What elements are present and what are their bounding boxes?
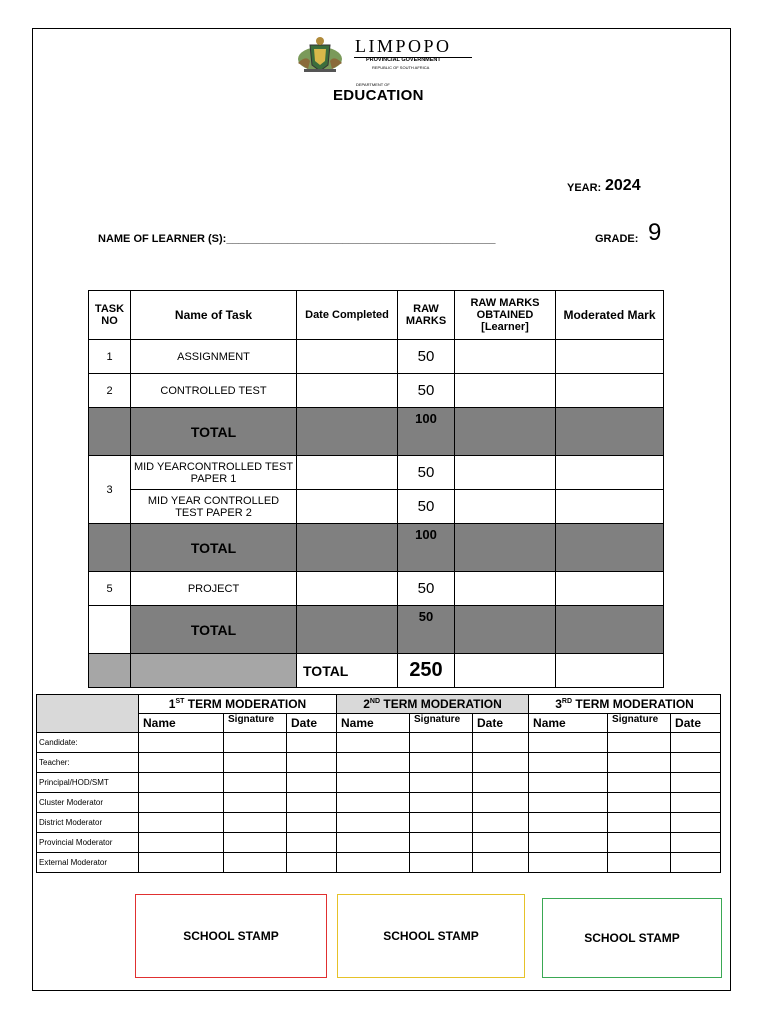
name-cell[interactable] <box>337 793 410 813</box>
subheader-date: Date <box>671 714 721 733</box>
grade-label: GRADE: <box>595 233 639 245</box>
grand-total-moderated-cell[interactable] <box>556 654 664 688</box>
total-label: TOTAL <box>131 606 297 654</box>
moderated-mark-cell[interactable] <box>556 456 664 490</box>
date-cell[interactable] <box>671 833 721 853</box>
moderation-row-label: Provincial Moderator <box>37 833 139 853</box>
date-cell[interactable] <box>287 853 337 873</box>
total-obtained-cell[interactable] <box>455 524 556 572</box>
subheader-name: Name <box>529 714 608 733</box>
task-name: ASSIGNMENT <box>131 340 297 374</box>
total-date-cell <box>297 524 398 572</box>
signature-cell[interactable] <box>224 753 287 773</box>
moderated-mark-cell[interactable] <box>556 490 664 524</box>
signature-cell[interactable] <box>410 733 473 753</box>
total-moderated-cell[interactable] <box>556 606 664 654</box>
raw-marks: 50 <box>398 340 455 374</box>
moderation-row-label: Cluster Moderator <box>37 793 139 813</box>
total-moderated-cell[interactable] <box>556 408 664 456</box>
name-cell[interactable] <box>529 833 608 853</box>
total-date-cell <box>297 408 398 456</box>
signature-cell[interactable] <box>224 813 287 833</box>
moderation-body <box>37 733 721 873</box>
signature-cell[interactable] <box>608 793 671 813</box>
name-cell[interactable] <box>337 773 410 793</box>
date-cell[interactable] <box>671 853 721 873</box>
date-cell[interactable] <box>473 793 529 813</box>
name-cell[interactable] <box>139 853 224 873</box>
signature-cell[interactable] <box>410 753 473 773</box>
header-raw-marks: RAW MARKS <box>398 291 455 340</box>
year-value: 2024 <box>605 177 641 194</box>
table-row <box>89 572 664 606</box>
table-row <box>89 456 664 490</box>
moderation-subheader-row <box>37 714 721 733</box>
raw-marks: 50 <box>398 456 455 490</box>
total-date-cell <box>297 606 398 654</box>
date-cell[interactable] <box>671 773 721 793</box>
name-cell[interactable] <box>529 773 608 793</box>
name-cell[interactable] <box>529 793 608 813</box>
name-cell[interactable] <box>337 833 410 853</box>
date-cell[interactable] <box>671 813 721 833</box>
signature-cell[interactable] <box>410 833 473 853</box>
subheader-signature: Signature <box>410 714 473 733</box>
logo-education: EDUCATION <box>333 87 424 104</box>
coat-of-arms-icon <box>292 35 348 75</box>
moderation-row-label: District Moderator <box>37 813 139 833</box>
task-no: 1 <box>89 340 131 374</box>
date-cell[interactable] <box>473 853 529 873</box>
logo-name: LIMPOPO <box>355 36 452 56</box>
total-raw-marks: 50 <box>398 606 455 654</box>
name-cell[interactable] <box>529 853 608 873</box>
date-cell[interactable] <box>287 773 337 793</box>
subheader-name: Name <box>139 714 224 733</box>
date-completed-cell[interactable] <box>297 456 398 490</box>
date-completed-cell[interactable] <box>297 340 398 374</box>
table-row <box>89 490 664 524</box>
marks-obtained-cell[interactable] <box>455 572 556 606</box>
moderation-row-label: External Moderator <box>37 853 139 873</box>
name-cell[interactable] <box>139 793 224 813</box>
marks-obtained-cell[interactable] <box>455 340 556 374</box>
marks-obtained-cell[interactable] <box>455 456 556 490</box>
subheader-date: Date <box>287 714 337 733</box>
raw-marks: 50 <box>398 374 455 408</box>
grand-total-blank-cell <box>131 654 297 688</box>
moderation-row <box>37 793 721 813</box>
header-task-no: TASK NO <box>89 291 131 340</box>
total-obtained-cell[interactable] <box>455 408 556 456</box>
name-cell[interactable] <box>337 753 410 773</box>
raw-marks: 50 <box>398 490 455 524</box>
subheader-signature: Signature <box>608 714 671 733</box>
moderation-row <box>37 833 721 853</box>
signature-cell[interactable] <box>224 733 287 753</box>
moderation-row-label: Principal/HOD/SMT <box>37 773 139 793</box>
date-cell[interactable] <box>287 733 337 753</box>
name-cell[interactable] <box>529 733 608 753</box>
date-completed-cell[interactable] <box>297 374 398 408</box>
signature-cell[interactable] <box>410 853 473 873</box>
total-blank-cell <box>89 524 131 572</box>
table-row <box>89 374 664 408</box>
date-cell[interactable] <box>473 833 529 853</box>
header-moderated-mark: Moderated Mark <box>556 291 664 340</box>
name-cell[interactable] <box>139 753 224 773</box>
total-raw-marks: 100 <box>398 524 455 572</box>
date-cell[interactable] <box>473 733 529 753</box>
signature-cell[interactable] <box>608 813 671 833</box>
total-row <box>89 408 664 456</box>
moderation-row <box>37 813 721 833</box>
moderation-row-label: Candidate: <box>37 733 139 753</box>
moderation-corner-cell <box>37 695 139 733</box>
name-cell[interactable] <box>139 813 224 833</box>
date-cell[interactable] <box>671 733 721 753</box>
total-blank-cell <box>89 606 131 654</box>
signature-cell[interactable] <box>608 773 671 793</box>
date-cell[interactable] <box>287 813 337 833</box>
signature-cell[interactable] <box>608 753 671 773</box>
moderated-mark-cell[interactable] <box>556 572 664 606</box>
logo-provincial: PROVINCIAL GOVERNMENT <box>366 57 441 63</box>
task-name: PROJECT <box>131 572 297 606</box>
signature-cell[interactable] <box>224 793 287 813</box>
school-stamp-box: SCHOOL STAMP <box>135 894 327 978</box>
date-cell[interactable] <box>287 793 337 813</box>
date-cell[interactable] <box>287 753 337 773</box>
name-cell[interactable] <box>139 733 224 753</box>
total-row <box>89 524 664 572</box>
signature-cell[interactable] <box>224 833 287 853</box>
signature-cell[interactable] <box>410 813 473 833</box>
total-obtained-cell[interactable] <box>455 606 556 654</box>
task-no: 5 <box>89 572 131 606</box>
date-cell[interactable] <box>287 833 337 853</box>
year-label: YEAR: <box>567 182 602 194</box>
tasks-header-row <box>89 291 664 340</box>
limpopo-education-logo <box>272 35 494 107</box>
moderation-term-row <box>37 695 721 714</box>
moderation-row <box>37 853 721 873</box>
term-1-header: 1ST TERM MODERATION <box>139 695 337 714</box>
tasks-table <box>88 290 664 688</box>
date-cell[interactable] <box>473 753 529 773</box>
grade-value: 9 <box>648 219 662 246</box>
name-cell[interactable] <box>139 833 224 853</box>
grand-total-obtained-cell[interactable] <box>455 654 556 688</box>
name-cell[interactable] <box>529 813 608 833</box>
task-name: MID YEAR CONTROLLED TEST PAPER 2 <box>131 490 297 524</box>
moderation-row <box>37 753 721 773</box>
moderation-table <box>36 694 721 873</box>
grand-total-row <box>89 654 664 688</box>
header-name-of-task: Name of Task <box>131 291 297 340</box>
moderation-row-label: Teacher: <box>37 753 139 773</box>
header-date-completed: Date Completed <box>297 291 398 340</box>
date-cell[interactable] <box>473 813 529 833</box>
term-3-header: 3RD TERM MODERATION <box>529 695 721 714</box>
task-name: MID YEARCONTROLLED TEST PAPER 1 <box>131 456 297 490</box>
total-raw-marks: 100 <box>398 408 455 456</box>
learner-name-field[interactable]: NAME OF LEARNER (S):____________________________________________ <box>98 233 496 245</box>
school-stamp-box: SCHOOL STAMP <box>337 894 525 978</box>
moderated-mark-cell[interactable] <box>556 374 664 408</box>
name-cell[interactable] <box>337 813 410 833</box>
logo-republic: REPUBLIC OF SOUTH AFRICA <box>372 65 430 70</box>
grand-total-value: 250 <box>398 654 455 688</box>
logo-department: DEPARTMENT OF <box>356 82 390 87</box>
task-no: 3 <box>89 456 131 524</box>
name-cell[interactable] <box>337 733 410 753</box>
task-no: 2 <box>89 374 131 408</box>
name-cell[interactable] <box>337 853 410 873</box>
date-completed-cell[interactable] <box>297 490 398 524</box>
signature-cell[interactable] <box>608 853 671 873</box>
table-row <box>89 340 664 374</box>
subheader-signature: Signature <box>224 714 287 733</box>
date-cell[interactable] <box>671 793 721 813</box>
marks-obtained-cell[interactable] <box>455 374 556 408</box>
subheader-name: Name <box>337 714 410 733</box>
signature-cell[interactable] <box>224 773 287 793</box>
date-cell[interactable] <box>671 753 721 773</box>
moderation-row <box>37 773 721 793</box>
total-blank-cell <box>89 408 131 456</box>
signature-cell[interactable] <box>608 833 671 853</box>
grand-total-label: TOTAL <box>297 654 398 688</box>
total-label: TOTAL <box>131 408 297 456</box>
task-name: CONTROLLED TEST <box>131 374 297 408</box>
raw-marks: 50 <box>398 572 455 606</box>
signature-cell[interactable] <box>410 773 473 793</box>
total-moderated-cell[interactable] <box>556 524 664 572</box>
total-row <box>89 606 664 654</box>
date-completed-cell[interactable] <box>297 572 398 606</box>
moderated-mark-cell[interactable] <box>556 340 664 374</box>
header-raw-marks-obtained: RAW MARKS OBTAINED [Learner] <box>455 291 556 340</box>
signature-cell[interactable] <box>410 793 473 813</box>
name-cell[interactable] <box>529 753 608 773</box>
moderation-row <box>37 733 721 753</box>
school-stamp-box: SCHOOL STAMP <box>542 898 722 978</box>
subheader-date: Date <box>473 714 529 733</box>
marks-obtained-cell[interactable] <box>455 490 556 524</box>
signature-cell[interactable] <box>608 733 671 753</box>
name-cell[interactable] <box>139 773 224 793</box>
signature-cell[interactable] <box>224 853 287 873</box>
term-2-header: 2ND TERM MODERATION <box>337 695 529 714</box>
grand-total-blank-cell <box>89 654 131 688</box>
total-label: TOTAL <box>131 524 297 572</box>
date-cell[interactable] <box>473 773 529 793</box>
